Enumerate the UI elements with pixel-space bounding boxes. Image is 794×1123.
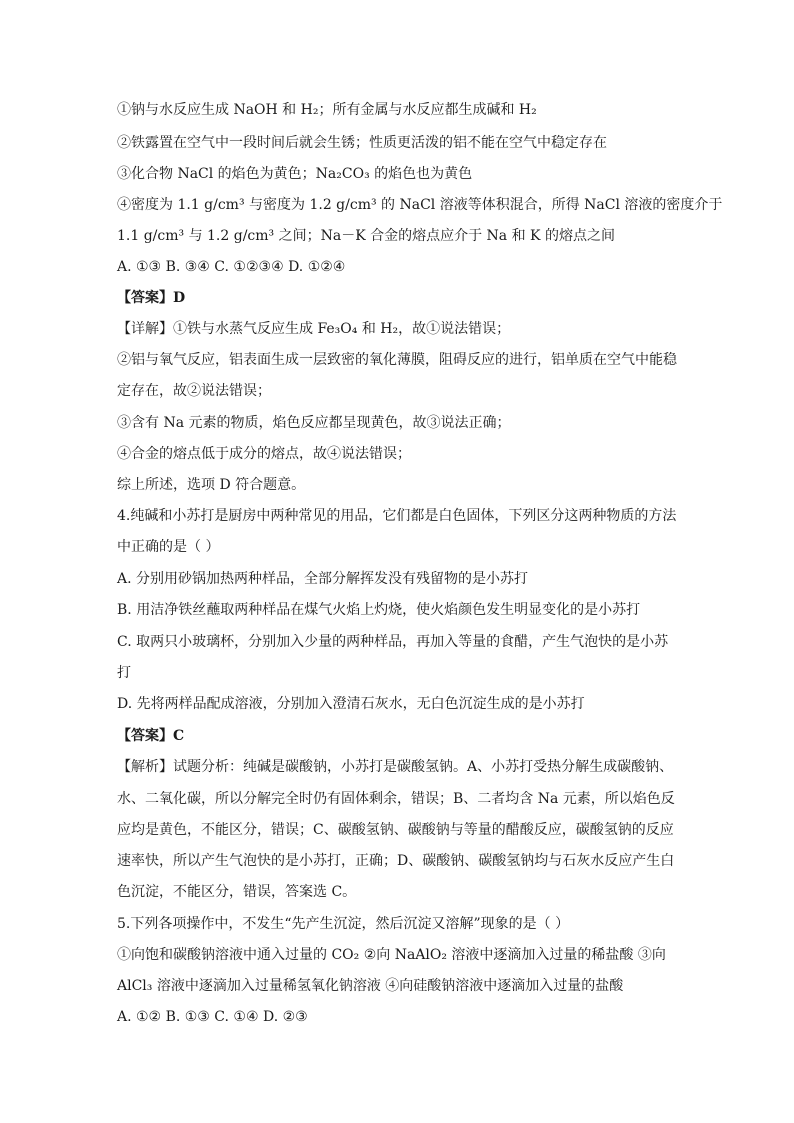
question-3-statement-3: ③化合物 NaCl 的焰色为黄色；Na₂CO₃ 的焰色也为黄色 [117, 166, 473, 182]
question-3-explanation-2-cont: 定存在，故②说法错误； [117, 383, 271, 399]
question-3-statement-2: ②铁露置在空气中一段时间后就会生锈；性质更活泼的铝不能在空气中稳定存在 [117, 135, 607, 151]
question-4-analysis-1: 【解析】试题分析：纯碱是碳酸钠，小苏打是碳酸氢钠。A、小苏打受热分解生成碳酸钠、 [117, 759, 674, 775]
question-3-statement-4-cont: 1.1 g/cm³ 与 1.2 g/cm³ 之间；Na－K 合金的熔点应介于 Na 和 K 的熔点之间 [117, 228, 615, 244]
question-4-analysis-2: 水、二氧化碳，所以分解完全时仍有固体剩余，错误；B、二者均含 Na 元素，所以焰色反 [117, 791, 675, 807]
question-3-explanation-4: ④合金的熔点低于成分的熔点，故④说法错误； [117, 446, 411, 462]
question-3-explanation-3: ③含有 Na 元素的物质，焰色反应都呈现黄色，故③说法正确； [117, 415, 511, 431]
question-4-stem: 4.纯碱和小苏打是厨房中两种常见的用品，它们都是白色固体，下列区分这两种物质的方法 [117, 508, 677, 524]
question-4-option-b: B. 用洁净铁丝蘸取两种样品在煤气火焰上灼烧，使火焰颜色发生明显变化的是小苏打 [117, 602, 641, 618]
question-5-options: A. ①② B. ①③ C. ①④ D. ②③ [117, 1009, 308, 1025]
question-3-options: A. ①③ B. ③④ C. ①②③④ D. ①②④ [117, 259, 346, 275]
question-5-operations-2: AlCl₃ 溶液中逐滴加入过量稀氢氧化钠溶液 ④向硅酸钠溶液中逐滴加入过量的盐酸 [117, 978, 624, 994]
question-3-statement-4: ④密度为 1.1 g/cm³ 与密度为 1.2 g/cm³ 的 NaCl 溶液等体积混合，所得 NaCl 溶液的密度介于 [117, 197, 723, 213]
question-3-conclusion: 综上所述，选项 D 符合题意。 [117, 477, 306, 493]
question-4-answer: 【答案】C [117, 728, 185, 744]
question-4-analysis-5: 色沉淀，不能区分，错误，答案选 C。 [117, 884, 357, 900]
question-4-option-c-cont: 打 [117, 665, 131, 681]
question-3-explanation-2: ②铝与氧气反应，铝表面生成一层致密的氧化薄膜，阻碍反应的进行，铝单质在空气中能稳 [117, 352, 677, 368]
question-4-option-d: D. 先将两样品配成溶液，分别加入澄清石灰水，无白色沉淀生成的是小苏打 [117, 696, 585, 712]
question-4-analysis-4: 速率快，所以产生气泡快的是小苏打，正确；D、碳酸钠、碳酸氢钠均与石灰水反应产生白 [117, 853, 675, 869]
question-5-stem: 5.下列各项操作中，不发生“先产生沉淀，然后沉淀又溶解”现象的是（ ） [117, 916, 570, 932]
question-4-stem-cont: 中正确的是（ ） [117, 539, 220, 555]
question-3-answer: 【答案】D [117, 290, 186, 306]
question-4-option-a: A. 分别用砂锅加热两种样品，全部分解挥发没有残留物的是小苏打 [117, 571, 529, 587]
question-4-analysis-3: 应均是黄色，不能区分，错误；C、碳酸氢钠、碳酸钠与等量的醋酸反应，碳酸氢钠的反应 [117, 822, 674, 838]
question-4-option-c: C. 取两只小玻璃杯，分别加入少量的两种样品，再加入等量的食醋，产生气泡快的是小苏 [117, 634, 669, 650]
question-5-operations-1: ①向饱和碳酸钠溶液中通入过量的 CO₂ ②向 NaAlO₂ 溶液中逐滴加入过量的稀盐酸 ③向 [117, 947, 666, 963]
question-3-statement-1: ①钠与水反应生成 NaOH 和 H₂；所有金属与水反应都生成碱和 H₂ [117, 102, 537, 118]
question-3-explanation-1: 【详解】①铁与水蒸气反应生成 Fe₃O₄ 和 H₂，故①说法错误； [117, 321, 511, 337]
